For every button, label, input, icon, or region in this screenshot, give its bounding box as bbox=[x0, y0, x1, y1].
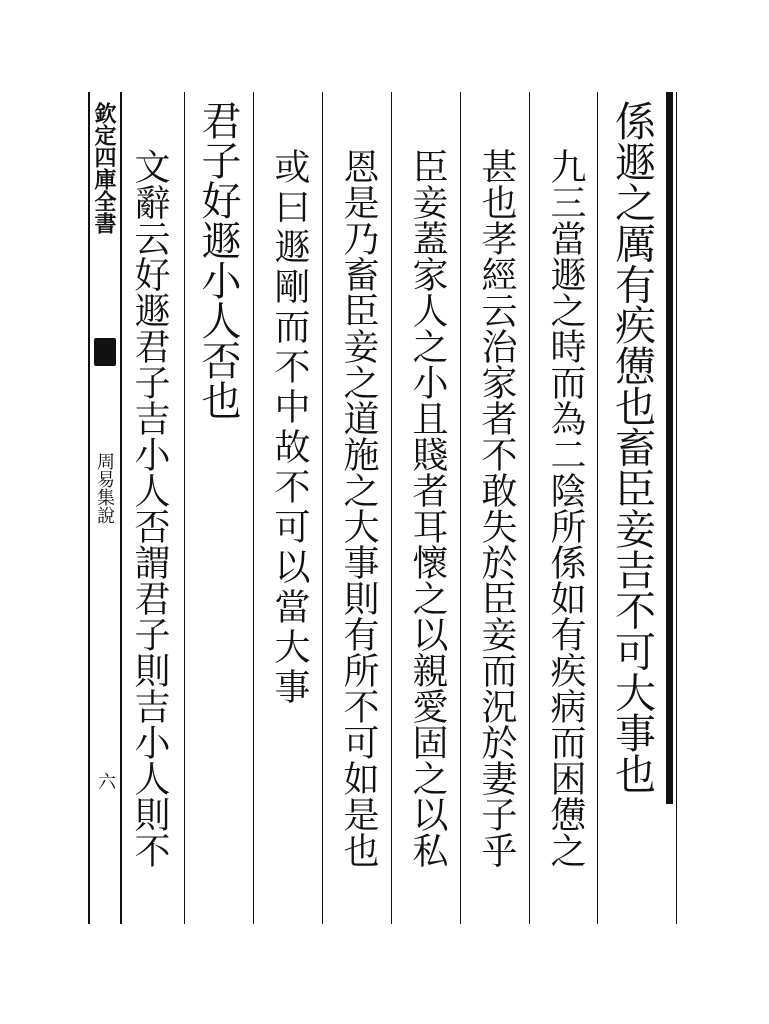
text-column-8 bbox=[129, 148, 170, 958]
text-column-2-content: 九三當遯之時而為二陰所係如有疾病而困憊之 bbox=[545, 148, 586, 868]
text-column-1 bbox=[608, 100, 656, 910]
frame-margin-divider bbox=[120, 92, 122, 924]
text-column-5-content: 恩是乃畜臣妾之道施之大事則有所不可如是也 bbox=[338, 148, 379, 868]
text-column-3 bbox=[476, 148, 517, 958]
fish-tail-mark bbox=[94, 338, 116, 366]
column-divider bbox=[460, 92, 461, 924]
frame-right-border-thin bbox=[676, 92, 677, 924]
column-divider bbox=[322, 92, 323, 924]
text-column-8-content: 文辭云好遯君子吉小人否謂君子則吉小人則不 bbox=[129, 148, 170, 868]
page-number-text: 六 bbox=[95, 772, 116, 790]
column-divider bbox=[184, 92, 185, 924]
text-column-7-content: 君子好遯小人否也 bbox=[195, 100, 241, 420]
text-column-3-content: 甚也孝經云治家者不敢失於臣妾而況於妻子乎 bbox=[476, 148, 517, 868]
column-divider bbox=[253, 92, 254, 924]
column-divider bbox=[529, 92, 530, 924]
text-column-1-content: 係遯之厲有疾憊也畜臣妾吉不可大事也 bbox=[608, 100, 656, 794]
text-column-4-content: 臣妾蓋家人之小且賤者耳懷之以親愛固之以私 bbox=[407, 148, 448, 868]
text-column-5 bbox=[338, 148, 379, 958]
column-divider bbox=[391, 92, 392, 924]
frame-right-border-thick bbox=[666, 92, 673, 804]
text-column-7 bbox=[195, 100, 241, 910]
text-column-4 bbox=[407, 148, 448, 958]
text-column-6-content: 或曰遯剛而不中故不可以當大事 bbox=[269, 148, 310, 708]
text-column-2 bbox=[545, 148, 586, 958]
text-column-6 bbox=[269, 148, 310, 958]
column-divider bbox=[597, 92, 598, 924]
chapter-title bbox=[95, 452, 113, 524]
frame-left-border bbox=[88, 92, 90, 924]
page-number bbox=[96, 772, 114, 790]
book-title-text: 欽定四庫全書 bbox=[91, 102, 117, 234]
chapter-title-text: 周易集說 bbox=[94, 452, 115, 524]
book-title bbox=[93, 102, 115, 234]
